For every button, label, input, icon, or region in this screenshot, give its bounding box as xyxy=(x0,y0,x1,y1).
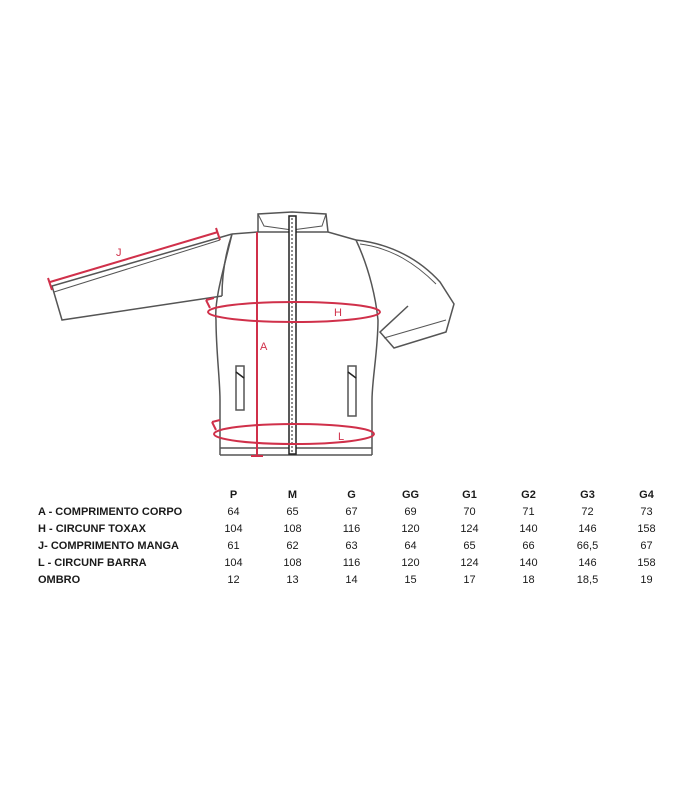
table-cell: 124 xyxy=(460,557,479,569)
table-cell: 116 xyxy=(342,523,361,535)
table-cell: 62 xyxy=(286,540,299,552)
row-label: L - CIRCUNF BARRA xyxy=(38,557,147,569)
table-cell: 124 xyxy=(460,523,479,535)
zipper xyxy=(289,216,296,454)
table-cell: 104 xyxy=(224,523,243,535)
table-cell: 108 xyxy=(283,523,302,535)
corner-cell xyxy=(38,487,204,504)
left-sleeve xyxy=(52,234,232,320)
table-row xyxy=(38,521,676,538)
table-cell: 146 xyxy=(578,523,597,535)
table-cell: 12 xyxy=(227,574,240,586)
size-header-row xyxy=(38,487,676,504)
jacket-body xyxy=(216,232,378,455)
table-cell: 14 xyxy=(345,574,358,586)
table-cell: 13 xyxy=(286,574,299,586)
table-cell: 146 xyxy=(578,557,597,569)
table-cell: 66 xyxy=(522,540,535,552)
label-l: L xyxy=(338,431,345,443)
table-cell: 19 xyxy=(640,574,653,586)
size-header: G1 xyxy=(462,489,477,501)
row-label: OMBRO xyxy=(38,574,81,586)
table-cell: 104 xyxy=(224,557,243,569)
table-cell: 66,5 xyxy=(576,540,599,552)
size-header: P xyxy=(229,489,238,501)
size-header: G4 xyxy=(639,489,654,501)
table-cell: 120 xyxy=(401,523,420,535)
size-table xyxy=(38,487,676,589)
table-cell: 65 xyxy=(286,506,299,518)
table-cell: 65 xyxy=(463,540,476,552)
table-cell: 71 xyxy=(522,506,535,518)
table-cell: 67 xyxy=(345,506,358,518)
right-pocket xyxy=(348,366,356,416)
table-cell: 73 xyxy=(640,506,653,518)
row-label: J- COMPRIMENTO MANGA xyxy=(38,540,179,552)
table-cell: 158 xyxy=(637,557,656,569)
table-cell: 158 xyxy=(637,523,656,535)
table-cell: 15 xyxy=(404,574,417,586)
table-cell: 70 xyxy=(463,506,476,518)
table-cell: 67 xyxy=(640,540,653,552)
size-header: G xyxy=(347,489,356,501)
label-h: H xyxy=(334,307,342,319)
table-cell: 140 xyxy=(519,557,538,569)
row-label: H - CIRCUNF TOXAX xyxy=(38,523,146,535)
table-cell: 17 xyxy=(463,574,476,586)
right-sleeve xyxy=(356,240,454,348)
table-cell: 18,5 xyxy=(576,574,599,586)
size-header: G2 xyxy=(521,489,536,501)
left-pocket xyxy=(236,366,244,410)
table-row xyxy=(38,504,676,521)
table-row xyxy=(38,572,676,589)
table-row xyxy=(38,555,676,572)
table-cell: 18 xyxy=(522,574,535,586)
label-j: J xyxy=(116,247,122,259)
table-cell: 63 xyxy=(345,540,358,552)
table-cell: 64 xyxy=(404,540,417,552)
table-cell: 116 xyxy=(342,557,361,569)
measure-j-sleeve xyxy=(48,228,220,290)
table-row xyxy=(38,538,676,555)
table-cell: 108 xyxy=(283,557,302,569)
table-cell: 61 xyxy=(227,540,240,552)
label-a: A xyxy=(260,341,268,353)
table-cell: 120 xyxy=(401,557,420,569)
row-label: A - COMPRIMENTO CORPO xyxy=(38,506,183,518)
table-cell: 69 xyxy=(404,506,417,518)
table-cell: 72 xyxy=(581,506,594,518)
table-cell: 64 xyxy=(227,506,240,518)
size-header: G3 xyxy=(580,489,595,501)
size-header: M xyxy=(287,489,298,501)
size-header: GG xyxy=(401,489,420,501)
table-cell: 140 xyxy=(519,523,538,535)
